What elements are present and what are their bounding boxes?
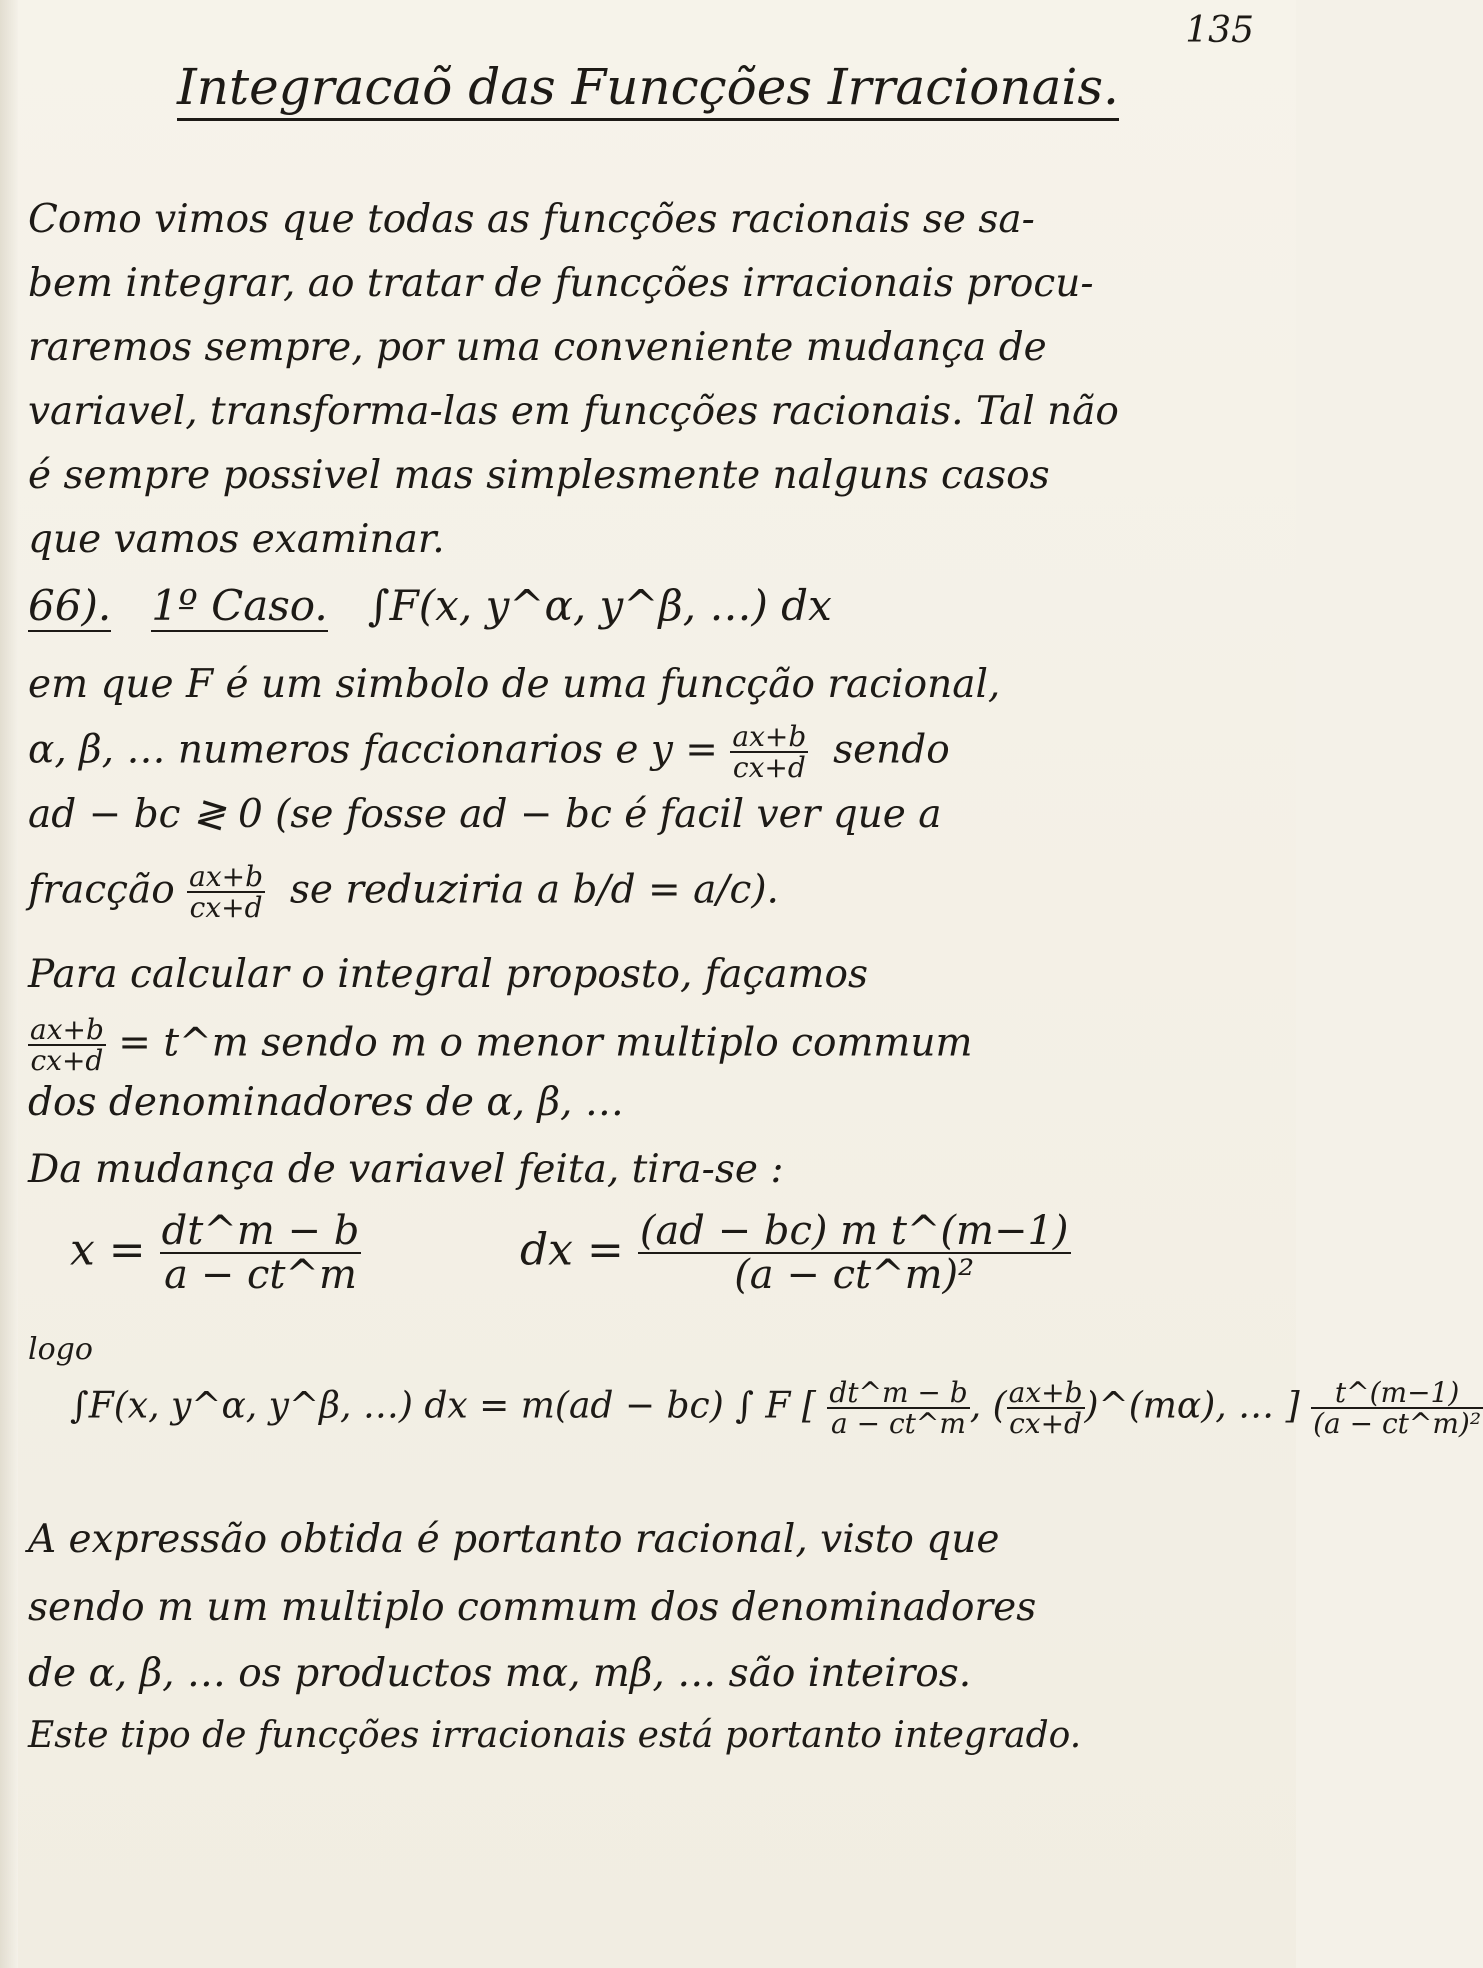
- x-fraction: [160, 1210, 362, 1296]
- integral-fraction-3-num: t^(m−1): [1311, 1378, 1483, 1409]
- sendo-word: sendo: [833, 727, 950, 773]
- integral-lhs: ∫F(x, y^α, y^β, …) dx = m(ad − bc) ∫ F [: [70, 1385, 816, 1427]
- dx-numerator: (ad − bc) m t^(m−1): [639, 1208, 1069, 1254]
- x-eq-label: x =: [70, 1224, 146, 1276]
- reduziria-text: se reduziria a b/d = a/c).: [289, 867, 779, 913]
- case-number: 66).: [28, 581, 112, 630]
- page-title: [0, 58, 1296, 116]
- substitution-numerator: ax+b: [30, 1013, 104, 1046]
- fraccao-fraction: [187, 862, 265, 923]
- x-numerator: dt^m − b: [161, 1208, 360, 1254]
- body2-line-1: Para calcular o integral proposto, façamos: [28, 952, 869, 997]
- integral-fraction-2-den: cx+d: [1009, 1407, 1082, 1441]
- paragraph-line-2: bem integrar, ao tratar de funcções irracionais procu-: [28, 261, 1094, 306]
- integral-open: , (: [969, 1385, 1007, 1427]
- paragraph-line-6: que vamos examinar.: [28, 517, 445, 562]
- paragraph-line-5: é sempre possivel mas simplesmente nalguns casos: [28, 453, 1050, 498]
- body3-line-1: A expressão obtida é portanto racional, visto que: [28, 1517, 1000, 1562]
- body1-line-1: em que F é um simbolo de uma funcção racional,: [28, 662, 1001, 707]
- body3-line-3: de α, β, … os productos mα, mβ, … são inteiros.: [28, 1651, 972, 1696]
- x-equation: [70, 1210, 361, 1296]
- body2-line-2-text: = t^m sendo m o menor multiplo commum: [118, 1020, 973, 1066]
- integral-close: )^(mα), … ]: [1084, 1385, 1300, 1427]
- paragraph-line-1: Como vimos que todas as funcções racionais se sa-: [28, 197, 1035, 242]
- y-fraction: [730, 722, 808, 783]
- substitution-denominator: cx+d: [30, 1044, 104, 1078]
- dx-fraction: [638, 1210, 1071, 1296]
- integral-fraction-2-num: ax+b: [1008, 1376, 1083, 1409]
- dx-denominator: (a − ct^m)²: [734, 1252, 975, 1298]
- integral-equation: [70, 1378, 1483, 1439]
- y-fraction-denominator: cx+d: [732, 751, 806, 785]
- fraccao-numerator: ax+b: [189, 860, 264, 893]
- body1-line-4: [28, 862, 779, 923]
- body2-line-4: Da mudança de variavel feita, tira-se :: [28, 1147, 784, 1192]
- case-label: 1º Caso.: [151, 581, 328, 630]
- body1-line-3: ad − bc ≷ 0 (se fosse ad − bc é facil ver que a: [28, 792, 942, 837]
- integral-fraction-2: [1007, 1378, 1085, 1439]
- integral-fraction-1-den: a − ct^m: [831, 1407, 966, 1441]
- dx-equation: [520, 1210, 1071, 1296]
- integral-fraction-1-num: dt^m − b: [829, 1376, 968, 1409]
- case-formula: ∫F(x, y^α, y^β, …) dx: [367, 581, 832, 630]
- body2-line-2: [28, 1015, 973, 1076]
- page-number: 135: [1185, 10, 1254, 51]
- paragraph-line-4: variavel, transforma-las em funcções racionais. Tal não: [28, 389, 1119, 434]
- fraccao-denominator: cx+d: [189, 891, 263, 925]
- body3-line-4: Este tipo de funcções irracionais está portanto integrado.: [28, 1715, 1082, 1756]
- page-title-text: Integracaõ das Funcções Irracionais.: [177, 58, 1119, 121]
- body1-line-2-text: α, β, … numeros faccionarios e y =: [28, 727, 718, 773]
- body3-line-2: sendo m um multiplo commum dos denominadores: [28, 1585, 1037, 1630]
- body2-line-3: dos denominadores de α, β, …: [28, 1080, 624, 1125]
- integral-fraction-3: [1311, 1378, 1483, 1439]
- x-denominator: a − ct^m: [164, 1252, 357, 1298]
- dx-eq-label: dx =: [520, 1224, 624, 1276]
- integral-fraction-3-den: (a − ct^m)²: [1313, 1407, 1482, 1441]
- y-fraction-numerator: ax+b: [732, 720, 807, 753]
- paragraph-line-3: raremos sempre, por uma conveniente mudança de: [28, 325, 1047, 370]
- page-edge-shadow: [0, 0, 18, 1968]
- body1-line-2: [28, 722, 950, 783]
- case-heading: [28, 581, 832, 630]
- substitution-fraction: [28, 1015, 106, 1076]
- logo-word: logo: [28, 1332, 93, 1367]
- integral-fraction-1: [827, 1378, 969, 1439]
- fraccao-word: fracção: [28, 867, 175, 913]
